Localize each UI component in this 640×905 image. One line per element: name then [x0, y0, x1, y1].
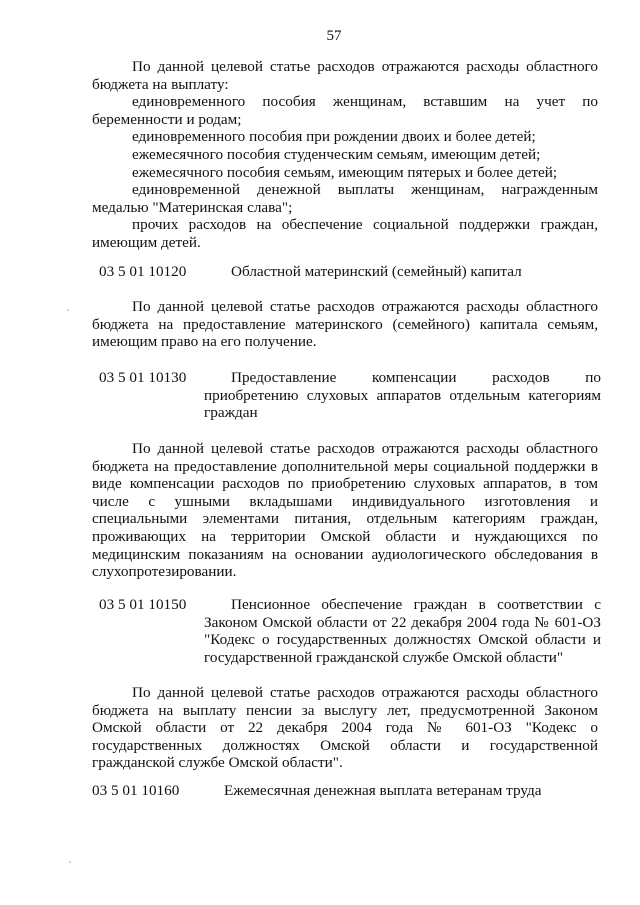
section-title-line: Областной материнский (семейный) капитал	[231, 263, 522, 280]
list-item-line: ежемесячного пособия семьям, имеющим пятерых и более детей;	[132, 163, 558, 181]
section-code: 03 5 01 10120	[99, 263, 187, 280]
text-line: имеющим право на его получение.	[92, 333, 317, 351]
section-title-line: Законом Омской области от 22 декабря 2004 года № 601-ОЗ	[204, 613, 601, 631]
text-line: бюджета на выплату:	[92, 75, 229, 93]
section-title	[231, 263, 601, 281]
text-line: бюджета на выплату пенсии за выслугу лет, предусмотренной Законом	[92, 701, 598, 719]
list-item-line: медалью "Материнская слава";	[92, 198, 293, 216]
text-line: По данной целевой статье расходов отражаются расходы областного	[132, 298, 598, 315]
section-title-line: Пенсионное обеспечение граждан в соответствии с	[231, 596, 601, 613]
intro-paragraph	[92, 58, 598, 252]
section-code: 03 5 01 10130	[99, 369, 187, 386]
section-description	[92, 440, 598, 581]
section-title-line: государственной гражданской службе Омской области"	[204, 648, 564, 666]
list-item-line: ежемесячного пособия студенческим семьям, имеющим детей;	[132, 145, 541, 163]
text-line: специальными элементами питания, отдельным категориям граждан,	[92, 510, 598, 528]
section-title-line: граждан	[204, 404, 258, 422]
list-item-line: единовременной денежной выплаты женщинам, награжденным	[132, 181, 598, 199]
list-item-line: беременности и родам;	[92, 110, 242, 128]
page-number: 57	[326, 28, 342, 44]
text-line: медицинским показаниям на основании аудиологического обследования в	[92, 545, 598, 563]
section-title	[224, 782, 594, 800]
text-line: числе с ушными вкладышами индивидуального изготовления и	[92, 492, 598, 510]
text-line: По данной целевой статье расходов отражаются расходы областного	[132, 440, 598, 457]
text-line: По данной целевой статье расходов отражаются расходы областного	[132, 684, 598, 701]
section-description	[92, 684, 598, 772]
list-item-line: единовременного пособия женщинам, вставшим на учет по	[132, 93, 598, 111]
list-item-line: прочих расходов на обеспечение социальной поддержки граждан,	[132, 216, 598, 234]
section-title-line: Предоставление компенсации расходов по	[231, 369, 601, 386]
text-line: Омской области от 22 декабря 2004 года № 601-ОЗ "Кодекс о	[92, 719, 598, 737]
text-line: По данной целевой статье расходов отражаются расходы областного	[132, 58, 598, 75]
section-code: 03 5 01 10150	[99, 596, 187, 613]
list-item-line: единовременного пособия при рождении двоих и более детей;	[132, 128, 536, 146]
text-line: виде компенсации расходов по приобретению слуховых аппаратов, в том	[92, 475, 598, 493]
section-title-line: приобретению слуховых аппаратов отдельным категориям	[204, 386, 601, 404]
section-description	[92, 298, 598, 351]
section-code: 03 5 01 10160	[92, 782, 180, 799]
section-title-line: Ежемесячная денежная выплата ветеранам труда	[224, 782, 542, 799]
text-line: гражданской службе Омской области".	[92, 754, 343, 772]
list-item-line: имеющим детей.	[92, 233, 201, 251]
text-line: бюджета на предоставление материнского (семейного) капитала семьям,	[92, 315, 598, 333]
text-line: государственных должностях Омской области и государственной	[92, 736, 598, 754]
text-line: бюджета на предоставление дополнительной меры социальной поддержки в	[92, 457, 598, 475]
scan-speck	[69, 861, 71, 863]
section-title	[204, 369, 601, 422]
scan-speck	[67, 309, 69, 311]
text-line: проживающих на территории Омской области и нуждающихся по	[92, 527, 598, 545]
section-title	[204, 596, 601, 666]
section-title-line: "Кодекс о государственных должностях Омской области и	[204, 631, 601, 649]
text-line: слухопротезировании.	[92, 563, 237, 581]
